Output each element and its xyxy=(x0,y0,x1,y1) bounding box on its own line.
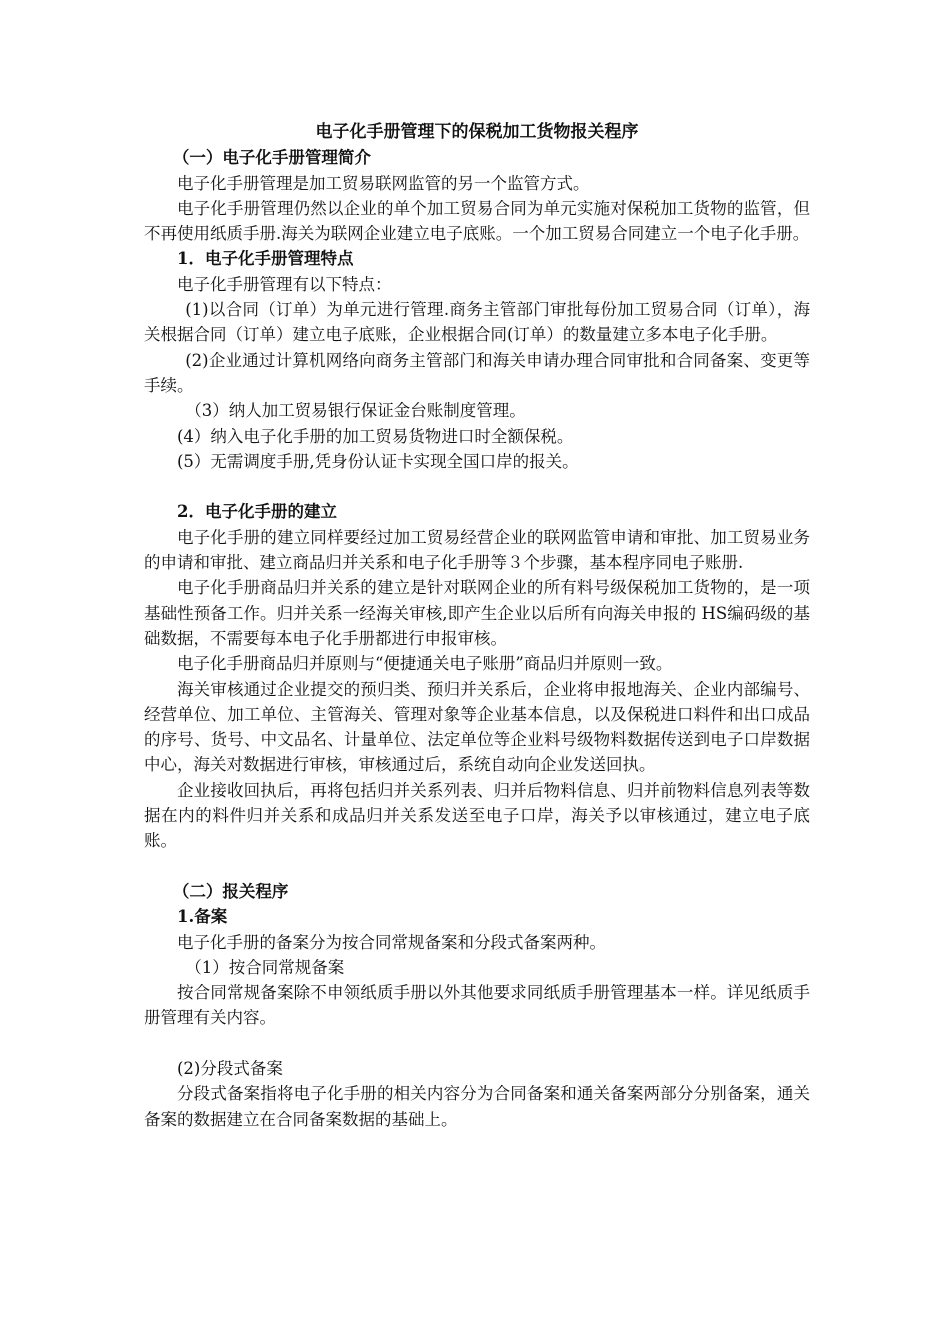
section-2-heading: （二）报关程序 xyxy=(172,881,289,901)
paragraph: 电子化手册商品归并关系的建立是针对联网企业的所有料号级保税加工货物的，是一项基础性预备工作。归并关系一经海关审核,即产生企业以后所有向海关申报的 HS编码级的基础数据，不需要每本电子化手册都进行申报审核。 xyxy=(144,578,810,648)
paragraph: 电子化手册的建立同样要经过加工贸易经营企业的联网监管申请和审批、加工贸易业务的申请和审批、建立商品归并关系和电子化手册等３个步骤，基本程序同电子账册. xyxy=(144,527,810,573)
document-body xyxy=(144,120,810,1132)
subsection-heading: 1.备案 xyxy=(177,907,228,927)
paragraph: 海关审核通过企业提交的预归类、预归并关系后，企业将申报地海关、企业内部编号、经营单位、加工单位、主管海关、管理对象等企业基本信息，以及保税进口料件和出口成品的序号、货号、中文品名、计量单位、法定单位等企业料号级物料数据传送到电子口岸数据中心，海关对数据进行审核，审核通过后，系统自动向企业发送回执。 xyxy=(144,679,810,775)
spacer xyxy=(144,474,810,499)
paragraph: 电子化手册管理有以下特点： xyxy=(177,274,392,294)
paragraph: 按合同常规备案除不申领纸质手册以外其他要求同纸质手册管理基本一样。详见纸质手册管理有关内容。 xyxy=(144,983,810,1028)
feature-item: (2)企业通过计算机网络向商务主管部门和海关申请办理合同审批和合同备案、变更等手续。 xyxy=(144,350,810,395)
subsection-1-heading: 1．电子化手册管理特点 xyxy=(177,249,354,269)
paragraph: 电子化手册的备案分为按合同常规备案和分段式备案两种。 xyxy=(177,932,606,952)
feature-item: （3）纳人加工贸易银行保证金台账制度管理。 xyxy=(185,401,526,421)
subsection-2-heading: 2．电子化手册的建立 xyxy=(177,502,337,522)
spacer xyxy=(144,854,810,879)
item-heading: （1）按合同常规备案 xyxy=(185,957,345,977)
feature-item: (5）无需调度手册,凭身份认证卡实现全国口岸的报关。 xyxy=(177,451,579,471)
paragraph: 分段式备案指将电子化手册的相关内容分为合同备案和通关备案两部分分别备案，通关备案的数据建立在合同备案数据的基础上。 xyxy=(144,1084,810,1129)
feature-item: (4）纳入电子化手册的加工贸易货物进口时全额保税。 xyxy=(177,426,574,446)
paragraph: 企业接收回执后，再将包括归并关系列表、归并后物料信息、归并前物料信息列表等数据在内的料件归并关系和成品归并关系发送至电子口岸，海关予以审核通过，建立电子底账。 xyxy=(144,780,810,851)
paragraph: 电子化手册管理仍然以企业的单个加工贸易合同为单元实施对保税加工货物的监管，但不再使用纸质手册.海关为联网企业建立电子底账。一个加工贸易合同建立一个电子化手册。 xyxy=(144,198,810,244)
document-title: 电子化手册管理下的保税加工货物报关程序 xyxy=(315,122,639,142)
paragraph: 电子化手册管理是加工贸易联网监管的另一个监管方式。 xyxy=(177,173,590,193)
spacer xyxy=(144,1031,810,1056)
item-heading: (2)分段式备案 xyxy=(177,1058,283,1078)
feature-item: (1)以合同（订单）为单元进行管理.商务主管部门审批每份加工贸易合同（订单），海关根据合同（订单）建立电子底账，企业根据合同(订单）的数量建立多本电子化手册。 xyxy=(144,300,810,345)
paragraph: 电子化手册商品归并原则与“便捷通关电子账册”商品归并原则一致。 xyxy=(177,654,673,674)
section-1-heading: （一）电子化手册管理简介 xyxy=(172,148,371,168)
